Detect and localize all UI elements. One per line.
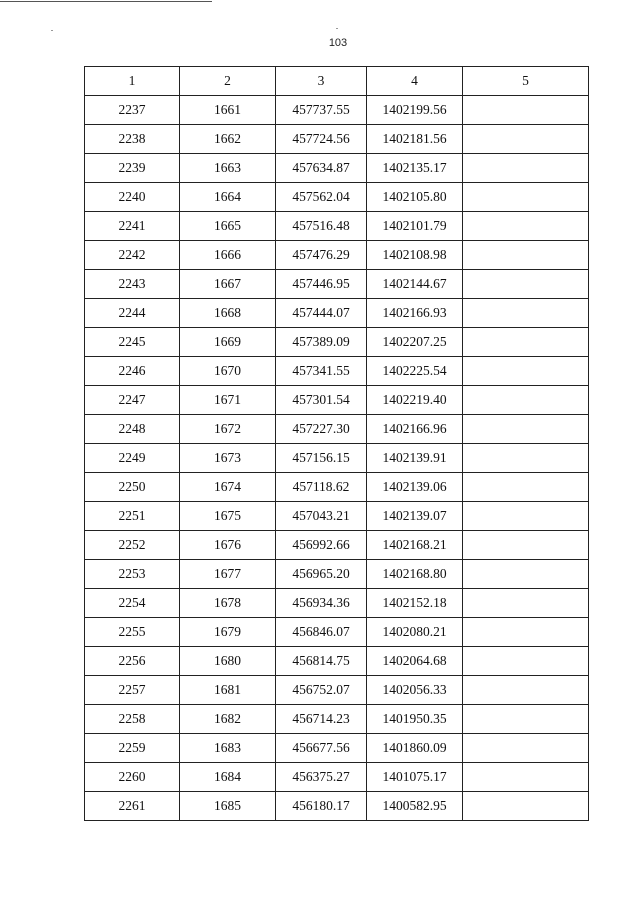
table-body — [85, 96, 589, 821]
table-cell: 457341.55 — [276, 357, 367, 386]
table-cell — [463, 154, 589, 183]
table-cell: 1402139.07 — [367, 502, 463, 531]
table-cell: 1402101.79 — [367, 212, 463, 241]
table-cell — [463, 125, 589, 154]
table-row — [85, 415, 589, 444]
table-cell: 2237 — [85, 96, 180, 125]
table-cell: 1402207.25 — [367, 328, 463, 357]
table-cell: 2239 — [85, 154, 180, 183]
table-cell: 1685 — [180, 792, 276, 821]
table-cell: 2247 — [85, 386, 180, 415]
table-cell: 1402108.98 — [367, 241, 463, 270]
table-cell: 1667 — [180, 270, 276, 299]
coordinates-table — [84, 66, 589, 821]
table-cell: 456846.07 — [276, 618, 367, 647]
table-row — [85, 560, 589, 589]
scan-speck — [51, 30, 53, 31]
table-row — [85, 647, 589, 676]
table-cell: 457118.62 — [276, 473, 367, 502]
column-header: 1 — [85, 67, 180, 96]
table-cell: 457444.07 — [276, 299, 367, 328]
table-cell: 1402219.40 — [367, 386, 463, 415]
table-cell: 457043.21 — [276, 502, 367, 531]
table-row — [85, 270, 589, 299]
table-cell: 1668 — [180, 299, 276, 328]
table-cell: 457737.55 — [276, 96, 367, 125]
table-cell: 1401860.09 — [367, 734, 463, 763]
table-row — [85, 183, 589, 212]
table-cell: 456375.27 — [276, 763, 367, 792]
column-header: 3 — [276, 67, 367, 96]
table-cell: 457446.95 — [276, 270, 367, 299]
table-row — [85, 763, 589, 792]
table-cell: 1401075.17 — [367, 763, 463, 792]
table-cell: 1402225.54 — [367, 357, 463, 386]
table-cell: 1670 — [180, 357, 276, 386]
table-cell: 2257 — [85, 676, 180, 705]
table-row — [85, 241, 589, 270]
table-cell: 1402168.80 — [367, 560, 463, 589]
table-cell: 456934.36 — [276, 589, 367, 618]
table-cell: 2251 — [85, 502, 180, 531]
table-row — [85, 154, 589, 183]
table-row — [85, 212, 589, 241]
table-cell: 2238 — [85, 125, 180, 154]
table-cell: 1402080.21 — [367, 618, 463, 647]
table-cell: 2252 — [85, 531, 180, 560]
table-cell: 1401950.35 — [367, 705, 463, 734]
table-row — [85, 357, 589, 386]
table-cell: 456814.75 — [276, 647, 367, 676]
table-row — [85, 299, 589, 328]
table-cell — [463, 96, 589, 125]
table-cell: 2254 — [85, 589, 180, 618]
table-cell: 1402152.18 — [367, 589, 463, 618]
table-cell: 457516.48 — [276, 212, 367, 241]
table-cell: 2258 — [85, 705, 180, 734]
table-cell: 1402105.80 — [367, 183, 463, 212]
scan-edge-line — [0, 1, 212, 2]
scan-speck — [336, 28, 338, 29]
table-cell: 1666 — [180, 241, 276, 270]
table-row — [85, 125, 589, 154]
table-cell: 456965.20 — [276, 560, 367, 589]
table-cell: 2249 — [85, 444, 180, 473]
table-cell — [463, 241, 589, 270]
table-cell — [463, 444, 589, 473]
table-cell: 2242 — [85, 241, 180, 270]
table-header-row — [85, 67, 589, 96]
table-cell: 1681 — [180, 676, 276, 705]
table-cell: 1680 — [180, 647, 276, 676]
table-cell — [463, 647, 589, 676]
table-cell: 2248 — [85, 415, 180, 444]
table-cell: 456992.66 — [276, 531, 367, 560]
table-cell: 2255 — [85, 618, 180, 647]
table-cell: 1402168.21 — [367, 531, 463, 560]
table-cell: 1671 — [180, 386, 276, 415]
table-row — [85, 328, 589, 357]
table-cell: 2259 — [85, 734, 180, 763]
table-cell — [463, 705, 589, 734]
table-row — [85, 734, 589, 763]
table-cell: 1402135.17 — [367, 154, 463, 183]
table-cell: 457301.54 — [276, 386, 367, 415]
table-row — [85, 502, 589, 531]
table-cell: 456180.17 — [276, 792, 367, 821]
table-cell: 2244 — [85, 299, 180, 328]
table-cell: 457156.15 — [276, 444, 367, 473]
table-cell: 1664 — [180, 183, 276, 212]
table-cell — [463, 734, 589, 763]
table-cell: 1402181.56 — [367, 125, 463, 154]
table-cell: 2240 — [85, 183, 180, 212]
table-cell: 457227.30 — [276, 415, 367, 444]
table-cell — [463, 473, 589, 502]
table-cell: 2245 — [85, 328, 180, 357]
table-cell: 456677.56 — [276, 734, 367, 763]
table-cell: 2256 — [85, 647, 180, 676]
table-row — [85, 531, 589, 560]
table-cell — [463, 357, 589, 386]
table-cell: 2243 — [85, 270, 180, 299]
table-cell — [463, 183, 589, 212]
table-cell: 1679 — [180, 618, 276, 647]
column-header: 4 — [367, 67, 463, 96]
table-row — [85, 792, 589, 821]
table-cell: 1677 — [180, 560, 276, 589]
column-header: 5 — [463, 67, 589, 96]
table-cell: 1402056.33 — [367, 676, 463, 705]
table-cell: 1672 — [180, 415, 276, 444]
table-cell: 1669 — [180, 328, 276, 357]
table-row — [85, 676, 589, 705]
table-cell: 1683 — [180, 734, 276, 763]
table-cell: 1402064.68 — [367, 647, 463, 676]
table-cell: 457562.04 — [276, 183, 367, 212]
table-cell — [463, 763, 589, 792]
table-cell: 2241 — [85, 212, 180, 241]
column-header: 2 — [180, 67, 276, 96]
table-cell — [463, 386, 589, 415]
table-cell: 2261 — [85, 792, 180, 821]
table-cell: 456752.07 — [276, 676, 367, 705]
table-row — [85, 386, 589, 415]
table-cell: 457476.29 — [276, 241, 367, 270]
table-cell: 1684 — [180, 763, 276, 792]
table-cell: 2246 — [85, 357, 180, 386]
table-cell: 1402199.56 — [367, 96, 463, 125]
table-cell — [463, 270, 589, 299]
table-cell: 1402144.67 — [367, 270, 463, 299]
table-row — [85, 618, 589, 647]
table-cell — [463, 676, 589, 705]
table-row — [85, 705, 589, 734]
table-cell: 1682 — [180, 705, 276, 734]
table-cell — [463, 415, 589, 444]
table-cell: 1673 — [180, 444, 276, 473]
table-cell — [463, 328, 589, 357]
table-cell — [463, 589, 589, 618]
table-cell: 1402166.96 — [367, 415, 463, 444]
table-cell: 2253 — [85, 560, 180, 589]
table-cell — [463, 560, 589, 589]
table-cell — [463, 502, 589, 531]
table-cell: 1402139.91 — [367, 444, 463, 473]
table-row — [85, 473, 589, 502]
table-cell: 1661 — [180, 96, 276, 125]
page-number: 103 — [328, 37, 348, 49]
table-cell: 1676 — [180, 531, 276, 560]
table-cell — [463, 212, 589, 241]
table-cell: 457724.56 — [276, 125, 367, 154]
table-cell: 457634.87 — [276, 154, 367, 183]
table-cell: 1675 — [180, 502, 276, 531]
table-cell: 1400582.95 — [367, 792, 463, 821]
table-cell: 1678 — [180, 589, 276, 618]
table-cell: 1663 — [180, 154, 276, 183]
table-cell: 2260 — [85, 763, 180, 792]
table-cell: 2250 — [85, 473, 180, 502]
table-cell: 1665 — [180, 212, 276, 241]
table-cell — [463, 618, 589, 647]
table-cell — [463, 792, 589, 821]
table-cell: 1674 — [180, 473, 276, 502]
table-cell — [463, 299, 589, 328]
table-cell: 457389.09 — [276, 328, 367, 357]
table-cell — [463, 531, 589, 560]
table-row — [85, 444, 589, 473]
table-row — [85, 96, 589, 125]
table-cell: 1662 — [180, 125, 276, 154]
table-cell: 456714.23 — [276, 705, 367, 734]
table-cell: 1402166.93 — [367, 299, 463, 328]
table-cell: 1402139.06 — [367, 473, 463, 502]
table-row — [85, 589, 589, 618]
